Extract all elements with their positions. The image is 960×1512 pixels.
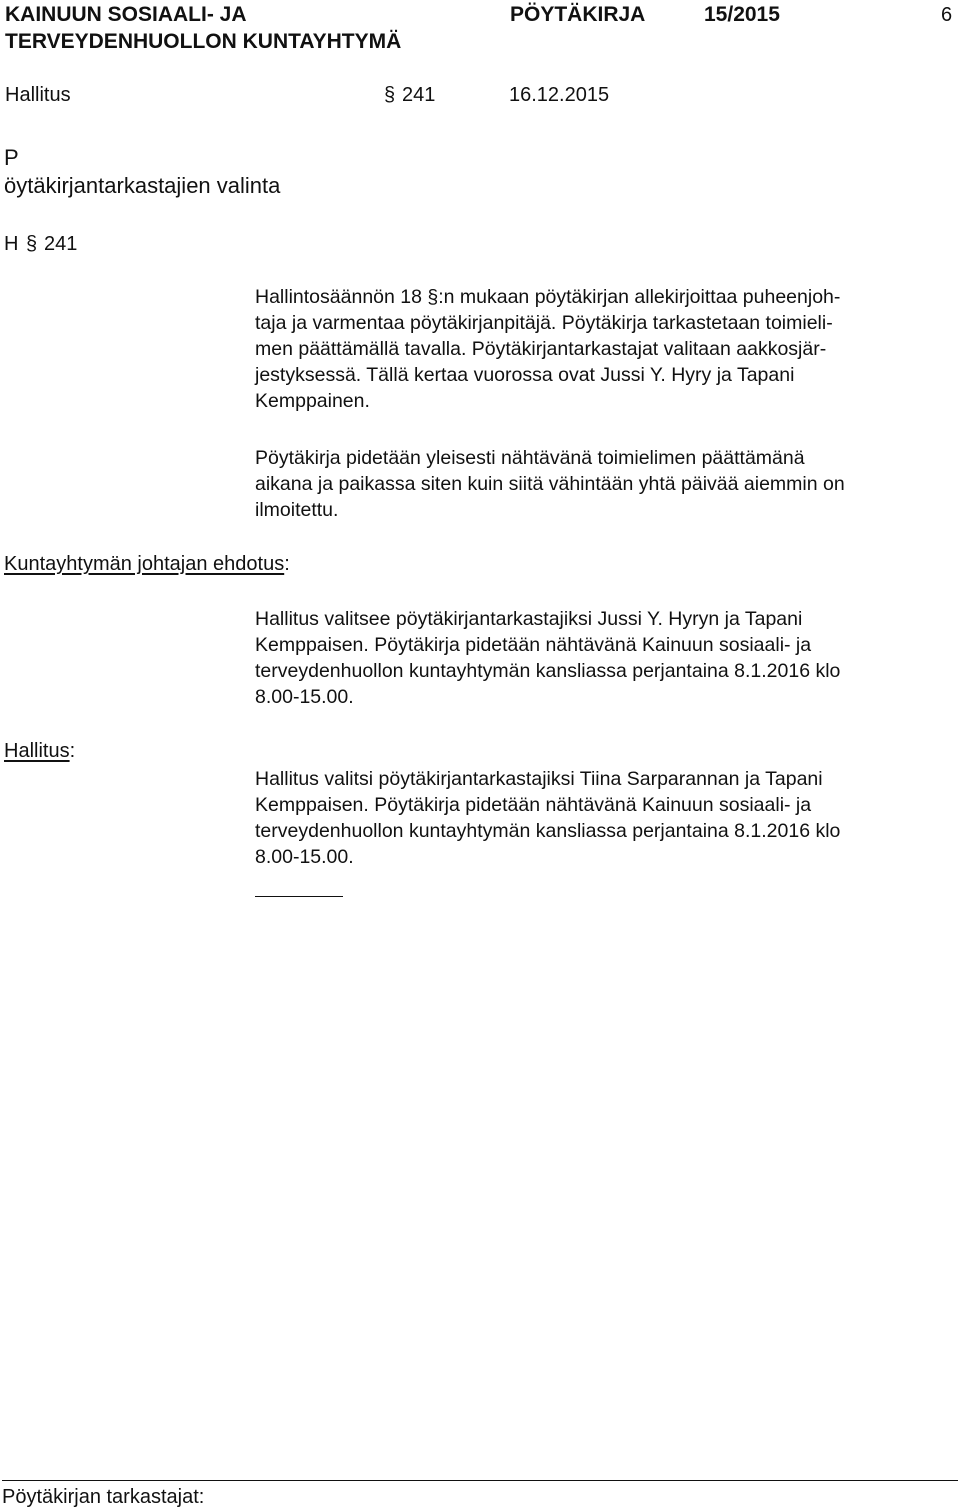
section-symbol: § — [384, 84, 396, 106]
section-number: 241 — [402, 84, 436, 106]
proposal-line: Kemppaisen. Pöytäkirja pidetään nähtävänä Kainuun sosiaali- ja — [255, 634, 812, 656]
proposal-paragraph — [255, 606, 957, 710]
intro-line: taja ja varmentaa pöytäkirjanpitäjä. Pöytäkirja tarkastetaan toimieli- — [255, 312, 833, 334]
proposal-line: Hallitus valitsee pöytäkirjantarkastajiksi Jussi Y. Hyryn ja Tapani — [255, 608, 803, 630]
decision-line: 8.00-15.00. — [255, 846, 354, 868]
decision-line: Hallitus valitsi pöytäkirjantarkastajiksi Tiina Sarparannan ja Tapani — [255, 768, 823, 790]
page-number: 6 — [941, 4, 953, 26]
notice-paragraph — [255, 445, 957, 523]
section-end-rule — [255, 896, 343, 897]
decision-line: Kemppaisen. Pöytäkirja pidetään nähtävänä Kainuun sosiaali- ja — [255, 794, 812, 816]
proposal-line: terveydenhuollon kuntayhtymän kansliassa perjantaina 8.1.2016 klo — [255, 660, 841, 682]
org-name-line2: TERVEYDENHUOLLON KUNTAYHTYMÄ — [5, 30, 402, 53]
document-type: PÖYTÄKIRJA — [510, 3, 646, 26]
footer-label: Pöytäkirjan tarkastajat: — [2, 1486, 205, 1508]
intro-line: Hallintosäännön 18 §:n mukaan pöytäkirjan allekirjoittaa puheenjoh- — [255, 286, 841, 308]
case-number: 241 — [44, 233, 78, 255]
decision-label-colon: : — [69, 740, 76, 762]
decision-label-text: Hallitus — [4, 740, 70, 762]
decision-label — [4, 738, 75, 764]
notice-line: ilmoitettu. — [255, 499, 339, 521]
proposal-line: 8.00-15.00. — [255, 686, 354, 708]
meeting-date: 16.12.2015 — [509, 84, 610, 106]
notice-line: aikana ja paikassa siten kuin siitä vähintään yhtä päivää aiemmin on — [255, 473, 845, 495]
meeting-body: Hallitus — [5, 84, 71, 106]
intro-line: men päättämällä tavalla. Pöytäkirjantarkastajat valitaan aakkosjär- — [255, 338, 827, 360]
case-prefix: H — [4, 233, 19, 255]
decision-paragraph — [255, 766, 957, 870]
page-title-initial: P — [4, 145, 19, 170]
page-title: öytäkirjantarkastajien valinta — [4, 173, 281, 198]
footer-rule — [2, 1480, 958, 1481]
proposal-label-colon: : — [284, 553, 290, 575]
intro-paragraph — [255, 284, 957, 414]
case-section-symbol: § — [26, 233, 38, 255]
proposal-label — [4, 551, 290, 577]
intro-line: Kemppainen. — [255, 390, 370, 412]
notice-line: Pöytäkirja pidetään yleisesti nähtävänä toimielimen päättämänä — [255, 447, 805, 469]
org-name-line1: KAINUUN SOSIAALI- JA — [5, 3, 247, 26]
proposal-label-text: Kuntayhtymän johtajan ehdotus — [4, 553, 285, 575]
intro-line: jestyksessä. Tällä kertaa vuorossa ovat Jussi Y. Hyry ja Tapani — [255, 364, 795, 386]
document-number: 15/2015 — [704, 3, 780, 26]
decision-line: terveydenhuollon kuntayhtymän kansliassa perjantaina 8.1.2016 klo — [255, 820, 841, 842]
